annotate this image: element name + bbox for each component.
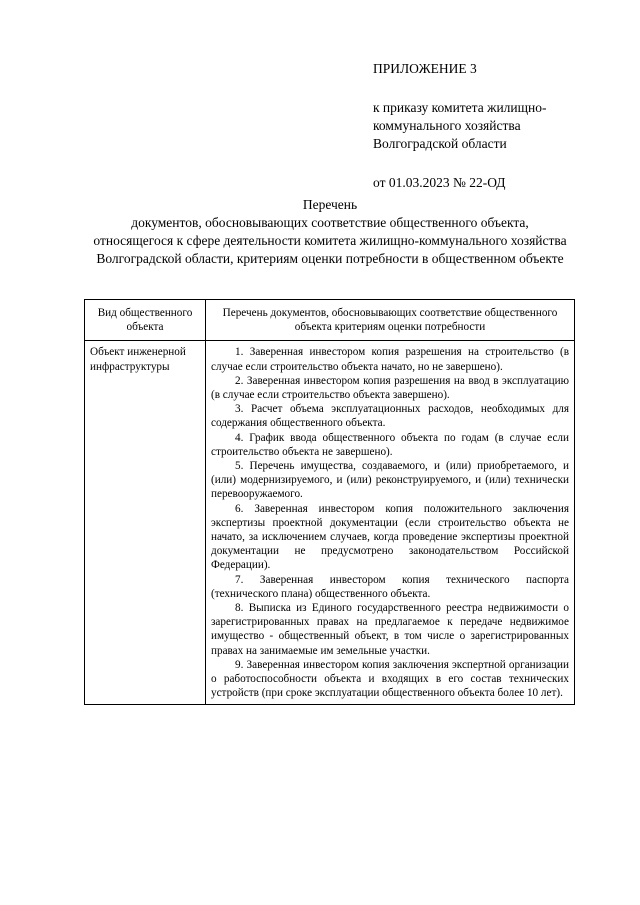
object-type-cell: Объект инженерной инфраструктуры (85, 341, 206, 705)
document-item: 4. График ввода общественного объекта по годам (в случае если строительство объекта не завершено). (211, 431, 569, 458)
document-item: 5. Перечень имущества, создаваемого, и (или) приобретаемого, и (или) модернизируемого, и (или) реконструируемого, и (или) технически перевооружаемого. (211, 460, 569, 501)
document-item: 6. Заверенная инвестором копия положительного заключения экспертизы проектной документации (если строительство объекта не начато, за исключением случаев, когда проведение экспертизы проектной документации не предусмотрено законодательством Российской Федерации). (211, 502, 569, 572)
appendix-block (373, 60, 603, 192)
heading-subtitle: документов, обосновывающих соответствие общественного объекта, относящегося к сфере деятельности комитета жилищно-коммунального хозяйства Волгоградской области, критериям оценки потребности в общественном объекте (93, 215, 567, 266)
appendix-reference: к приказу комитета жилищно-коммунального хозяйства Волгоградской области (373, 100, 547, 151)
appendix-title: ПРИЛОЖЕНИЕ 3 (373, 61, 477, 76)
table-row (85, 341, 575, 705)
document-item: 8. Выписка из Единого государственного реестра недвижимости о зарегистрированных правах на предлагаемое к передаче недвижимое имущество - общественный объект, в том числе о зарегистрированных правах на занимаемые им земельные участки. (211, 602, 569, 657)
document-heading (90, 196, 570, 268)
document-item: 2. Заверенная инвестором копия разрешения на ввод в эксплуатацию (в случае если строительство объекта завершено). (211, 374, 569, 402)
table-header-row (85, 300, 575, 341)
document-item: 9. Заверенная инвестором копия заключения экспертной организации о работоспособности объекта и входящих в его состав технических устройств (при сроке эксплуатации общественного объекта более 10 лет). (211, 658, 569, 700)
document-item: 1. Заверенная инвестором копия разрешения на строительство (в случае если строительство объекта начато, но не завершено). (211, 346, 569, 373)
document-item: 3. Расчет объема эксплуатационных расходов, необходимых для содержания общественного объекта. (211, 403, 569, 430)
heading-title: Перечень (302, 197, 358, 212)
header-documents: Перечень документов, обосновывающих соответствие общественного объекта критериям оценки потребности (206, 300, 575, 341)
appendix-date-number: от 01.03.2023 № 22-ОД (373, 175, 506, 190)
documents-cell (206, 341, 575, 705)
header-object-type: Вид общественного объекта (85, 300, 206, 341)
document-item: 7. Заверенная инвестором копия технического паспорта (технического плана) общественного объекта. (211, 573, 569, 600)
documents-table (84, 299, 575, 705)
